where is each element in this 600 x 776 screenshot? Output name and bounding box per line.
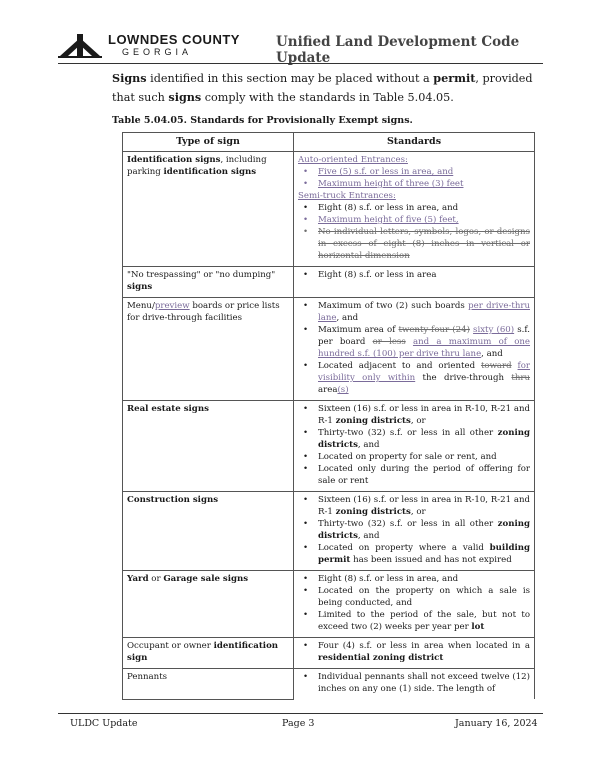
text: Maximum area of xyxy=(318,325,399,335)
term: Construction signs xyxy=(127,495,219,505)
text xyxy=(406,337,413,347)
table-row xyxy=(123,571,535,638)
list-item xyxy=(298,403,530,427)
text: "No trespassing" or "no dumping" xyxy=(127,270,276,280)
document-title: Unified Land Development Code Update xyxy=(276,34,520,66)
text: boards or price lists for drive-through facilities xyxy=(127,301,280,323)
text: s.f. per board xyxy=(318,325,530,347)
term: identification sign xyxy=(127,641,279,663)
list-item xyxy=(298,494,530,518)
text: Sixteen (16) s.f. or less in area in R-10, R-21 and R-1 xyxy=(318,404,530,426)
intro-paragraph xyxy=(112,69,542,107)
standards-cell xyxy=(294,571,535,638)
list-item: • Five (5) s.f. or less in area, and xyxy=(298,166,530,178)
term: signs xyxy=(127,282,153,292)
footer-date: January 16, 2024 xyxy=(455,718,538,729)
sign-type-cell xyxy=(123,152,294,267)
list-item xyxy=(298,542,530,566)
text: , and xyxy=(357,440,380,450)
list-item: • Eight (8) s.f. or less in area, and xyxy=(298,202,530,214)
intro-text: comply with the standards in Table 5.04.05. xyxy=(201,91,454,104)
inserted-text: (s) xyxy=(337,385,349,395)
table-row xyxy=(123,267,535,298)
sign-type-cell xyxy=(123,492,294,571)
term: Real estate signs xyxy=(127,404,209,414)
text: Located adjacent to and oriented xyxy=(318,361,481,371)
footer-page-number: Page 3 xyxy=(282,718,315,729)
text: Pennants xyxy=(127,672,168,682)
standards-cell xyxy=(294,401,535,492)
list-item: • Eight (8) s.f. or less in area, and xyxy=(298,573,530,585)
inserted-text: and a maximum of one hundred s.f. (100) per drive thru lane xyxy=(318,337,531,359)
inserted-text: preview xyxy=(154,301,190,311)
deleted-text: or less xyxy=(372,337,406,347)
list-item xyxy=(298,518,530,542)
subheading-auto-oriented: Auto-oriented Entrances: xyxy=(298,155,408,165)
term: Yard xyxy=(127,574,149,584)
subheading-semi-truck: Semi-truck Entrances: xyxy=(298,191,396,201)
table-row xyxy=(123,669,535,700)
text: or xyxy=(148,574,164,584)
footer-document-name: ULDC Update xyxy=(70,718,138,729)
term-permit: permit xyxy=(433,71,476,85)
list-item: • Located on the property on which a sale is being conducted, and xyxy=(298,585,530,609)
term: zoning districts xyxy=(318,519,530,541)
term-signs: Signs xyxy=(112,71,147,85)
text: , or xyxy=(410,416,426,426)
text: , and xyxy=(357,531,380,541)
list-item xyxy=(298,427,530,451)
text: Located on property where a valid xyxy=(318,543,490,553)
text: Thirty-two (32) s.f. or less in all other xyxy=(318,519,498,529)
list-item: • Located only during the period of offering for sale or rent xyxy=(298,463,530,487)
footer-divider xyxy=(58,713,543,714)
list-item: • Maximum height of five (5) feet, xyxy=(298,214,530,226)
sign-type-cell xyxy=(123,669,294,700)
list-item: • No individual letters, symbols, logos, or designs in excess of eight (8) inches in vertical or horizontal dimension xyxy=(298,226,530,262)
standards-cell xyxy=(294,152,535,267)
text: , or xyxy=(410,507,426,517)
list-item: • Located on property for sale or rent, and xyxy=(298,451,530,463)
text: area xyxy=(318,385,338,395)
standards-cell xyxy=(294,638,535,669)
list-item xyxy=(298,360,530,396)
text: Thirty-two (32) s.f. or less in all other xyxy=(318,428,498,438)
term-signs: signs xyxy=(168,90,202,104)
list-item xyxy=(298,640,530,664)
text: Sixteen (16) s.f. or less in area in R-10, R-21 and R-1 xyxy=(318,495,530,517)
header-divider xyxy=(58,63,543,64)
text: Menu/ xyxy=(127,301,155,311)
sign-type-cell xyxy=(123,571,294,638)
table-row xyxy=(123,638,535,669)
sign-type-cell xyxy=(123,638,294,669)
term: building permit xyxy=(318,543,530,565)
text: , and xyxy=(336,313,359,323)
standards-table xyxy=(122,132,535,700)
inserted-text: per drive-thru lane xyxy=(318,301,530,323)
table-row xyxy=(123,298,535,401)
text: the drive-through xyxy=(415,373,512,383)
sign-type-cell xyxy=(123,267,294,298)
inserted-text: sixty (60) xyxy=(473,325,515,335)
table-row xyxy=(123,401,535,492)
list-item xyxy=(298,324,530,360)
standards-cell xyxy=(294,669,535,700)
intro-text: identified in this section may be placed without a xyxy=(146,72,434,85)
list-item xyxy=(298,300,530,324)
table-row xyxy=(123,152,535,267)
text: Maximum of two (2) such boards xyxy=(318,301,469,311)
term: identification signs xyxy=(163,167,257,177)
intro-text: , provided that such xyxy=(112,72,533,104)
term: Identification signs xyxy=(127,155,221,165)
term: zoning districts xyxy=(335,507,411,517)
list-item: • Maximum height of three (3) feet xyxy=(298,178,530,190)
deleted-text: twenty-four (24) xyxy=(398,325,470,335)
term: residential zoning district xyxy=(318,653,444,663)
standards-cell xyxy=(294,298,535,401)
text: Limited to the period of the sale, but not to exceed two (2) weeks per year per xyxy=(318,610,530,632)
sign-type-cell xyxy=(123,298,294,401)
list-item: • Eight (8) s.f. or less in area xyxy=(298,269,530,281)
text: Occupant or owner xyxy=(127,641,214,651)
table-caption: Table 5.04.05. Standards for Provisionally Exempt signs. xyxy=(112,115,413,126)
term: zoning districts xyxy=(318,428,530,450)
text: , and xyxy=(481,349,503,359)
text: , including parking xyxy=(127,155,267,177)
inserted-text: for visibility only within xyxy=(318,361,531,383)
deleted-text: thru xyxy=(511,373,531,383)
page-header xyxy=(58,30,538,64)
table-header-row xyxy=(123,133,535,152)
list-item: • Individual pennants shall not exceed twelve (12) inches on any one (1) side. The length of xyxy=(298,671,530,695)
list-item xyxy=(298,609,530,633)
table-row xyxy=(123,492,535,571)
term: lot xyxy=(471,622,485,632)
column-header-standards: Standards xyxy=(294,133,535,152)
logo-state-text: GEORGIA xyxy=(122,47,193,57)
sign-type-cell xyxy=(123,401,294,492)
standards-cell xyxy=(294,492,535,571)
standards-cell xyxy=(294,267,535,298)
term: Garage sale signs xyxy=(163,574,249,584)
text: Four (4) s.f. or less in area when located in a xyxy=(318,641,530,651)
county-logo-icon xyxy=(58,32,102,58)
term: zoning districts xyxy=(335,416,411,426)
column-header-type: Type of sign xyxy=(123,133,294,152)
logo-county-text: LOWNDES COUNTY xyxy=(108,32,240,47)
deleted-text: toward xyxy=(480,361,512,371)
text: has been issued and has not expired xyxy=(350,555,512,565)
